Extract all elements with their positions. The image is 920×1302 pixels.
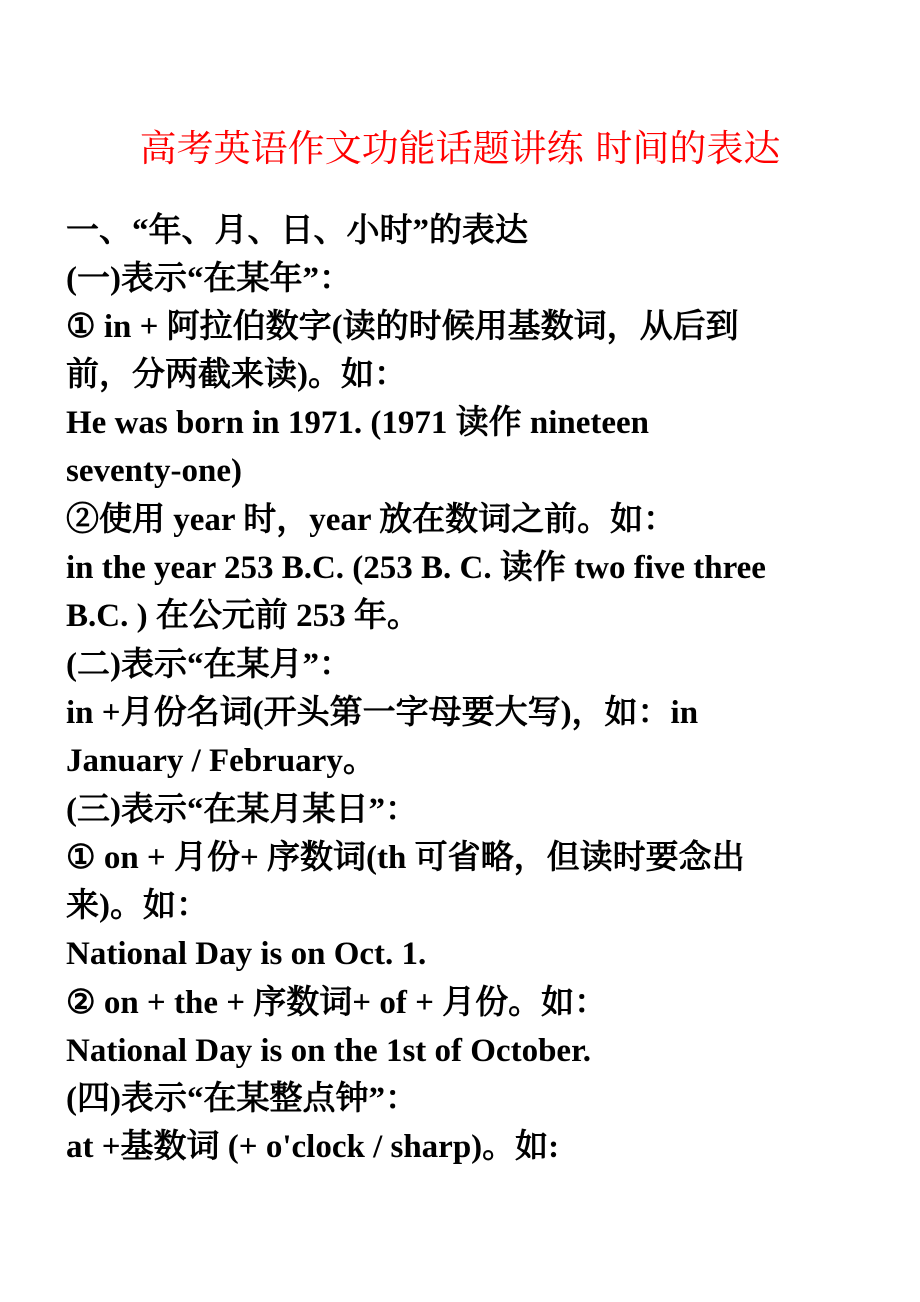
subsection-heading-year: (一)表示“在某年”： <box>66 261 352 297</box>
example-text-line: National Day is on the 1st of October. <box>66 1033 591 1069</box>
rule-text-line: in +月份名词(开头第一字母要大写)，如：in <box>66 695 699 731</box>
subsection-heading-hour: (四)表示“在某整点钟”： <box>66 1081 418 1117</box>
rule-text-line: ②使用 year 时，year 放在数词之前。如： <box>66 502 677 538</box>
subsection-heading-month: (二)表示“在某月”： <box>66 647 352 683</box>
rule-text-line: ① on + 月份+ 序数词(th 可省略，但读时要念出 <box>66 840 745 876</box>
section-heading-year-month-day-hour: 一、“年、月、日、小时”的表达 <box>66 213 528 249</box>
rule-text-line: ① in + 阿拉伯数字(读的时候用基数词，从后到 <box>66 309 739 345</box>
example-text-line: He was born in 1971. (1971 读作 nineteen <box>66 405 650 441</box>
example-text-line: B.C. ) 在公元前 253 年。 <box>66 598 420 634</box>
example-text-line: January / February。 <box>66 743 376 779</box>
example-text-line: National Day is on Oct. 1. <box>66 936 427 972</box>
rule-text-line: at +基数词 (+ o'clock / sharp)。如: <box>66 1129 560 1165</box>
rule-text-line: 来)。如： <box>66 888 209 924</box>
rule-text-line: ② on + the + 序数词+ of + 月份。如： <box>66 985 608 1021</box>
document-title: 高考英语作文功能话题讲练 时间的表达 <box>139 127 781 170</box>
example-text-line: seventy-one) <box>66 453 242 489</box>
example-text-line: in the year 253 B.C. (253 B. C. 读作 two five three <box>66 550 766 586</box>
rule-text-line: 前，分两截来读)。如： <box>66 357 407 393</box>
subsection-heading-month-day: (三)表示“在某月某日”： <box>66 792 418 828</box>
